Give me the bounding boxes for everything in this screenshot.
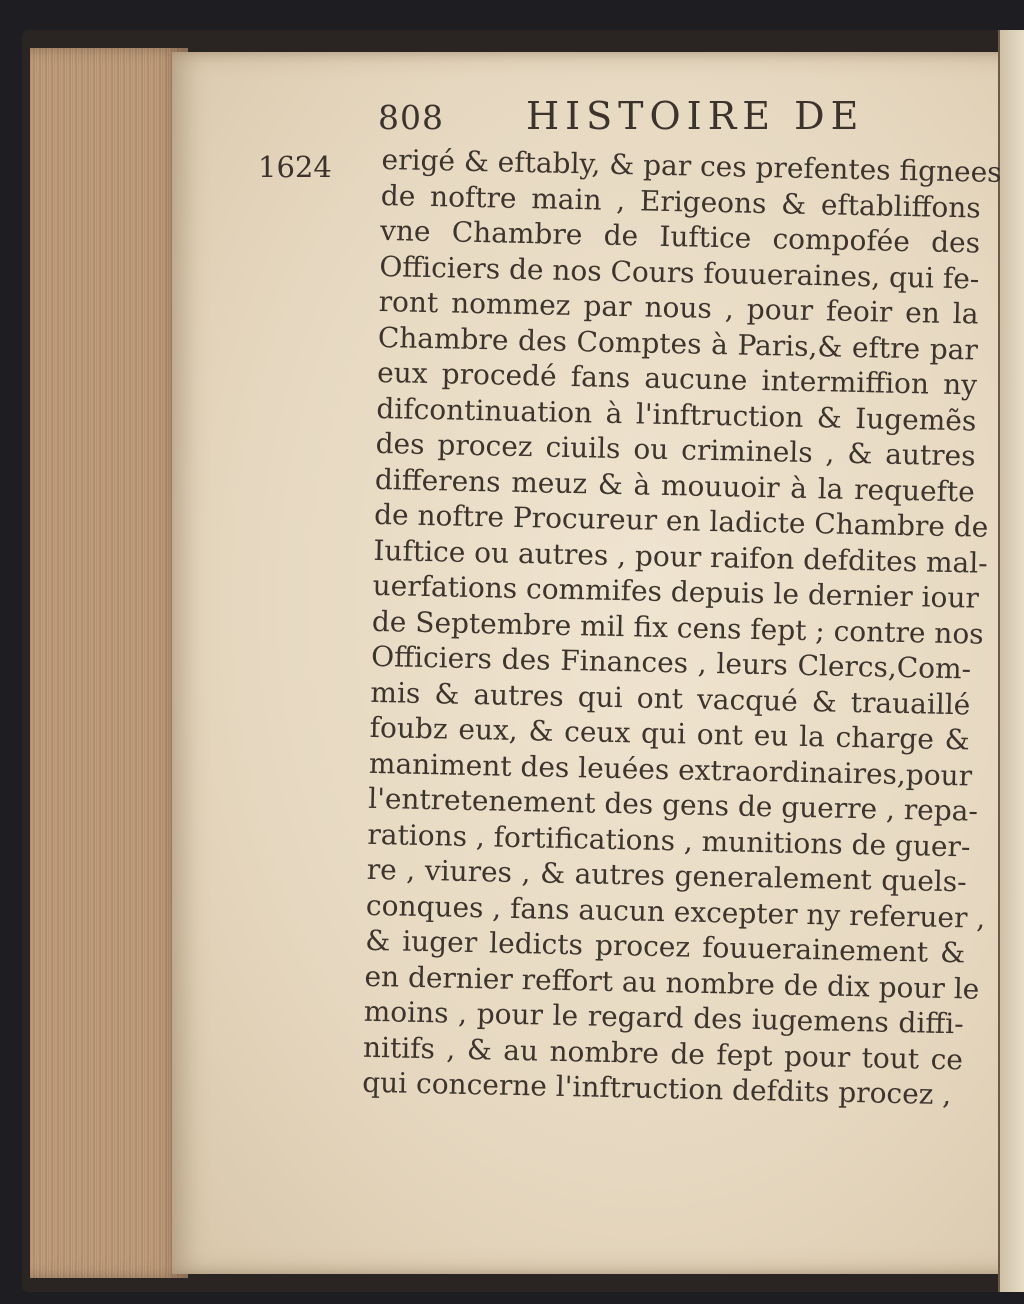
page-number: 808 [378, 98, 444, 137]
text-line: Iuftice ou autres , pour raifon defdites mal- [373, 533, 989, 580]
text-line: Officiers de nos Cours fouueraines, qui fe- [379, 249, 980, 296]
text-line: nitifs , & au nombre de fept pour tout ce [362, 1030, 964, 1076]
margin-year: 1624 [258, 150, 332, 184]
text-line: vne Chambre de Iuftice compofée des [379, 213, 981, 260]
text-line: erigé & eftably, & par ces prefentes fignees [381, 142, 1002, 189]
text-line: maniment des leuées extraordinaires,pour [368, 746, 973, 792]
running-title: HISTOIRE DE [526, 94, 865, 138]
text-line: ront nommez par nous , pour feoir en la [378, 284, 979, 331]
text-line: foubz eux, & ceux qui ont eu la charge & [369, 710, 970, 757]
facing-page-edge [998, 30, 1024, 1292]
text-line: differens meuz & à mouuoir à la requefte [374, 462, 976, 508]
text-line: en dernier reffort au nombre de dix pour le [364, 959, 980, 1006]
text-line: l'entretenement des gens de guerre , repa- [367, 781, 979, 828]
text-line: de Septembre mil fix cens fept ; contre nos [371, 604, 984, 651]
text-line: uerfations commifes depuis le dernier iour [372, 568, 980, 615]
text-line: mis & autres qui ont vacqué & trauaillé [370, 675, 971, 721]
text-line: des procez ciuils ou criminels , & autres [375, 426, 976, 473]
text-line: rations , fortifications , munitions de guer- [367, 817, 971, 863]
text-line: re , viures , & autres generalement quels- [366, 852, 967, 899]
text-line: conques , fans aucun excepter ny referuer , [365, 888, 986, 935]
text-line: de noftre main , Erigeons & eftabliffons [380, 178, 982, 225]
text-line: & iuger ledicts procez fouuerainement & [364, 923, 966, 970]
text-line: moins , pour le regard des iugemens diffi- [363, 994, 965, 1041]
text-line: de noftre Procureur en ladicte Chambre de [373, 497, 989, 544]
page-header [378, 94, 938, 140]
text-line: qui concerne l'inftruction defdits procez , [361, 1065, 952, 1112]
text-line: difcontinuation à l'inftruction & Iugemẽs [376, 391, 977, 438]
body-text [362, 142, 1002, 1113]
page-edges [30, 48, 188, 1278]
text-line: Officiers des Finances , leurs Clercs,Com- [370, 639, 972, 686]
text-line: Chambre des Comptes à Paris,& eftre par [377, 320, 979, 367]
text-line: eux procedé fans aucune intermiffion ny [376, 355, 978, 402]
